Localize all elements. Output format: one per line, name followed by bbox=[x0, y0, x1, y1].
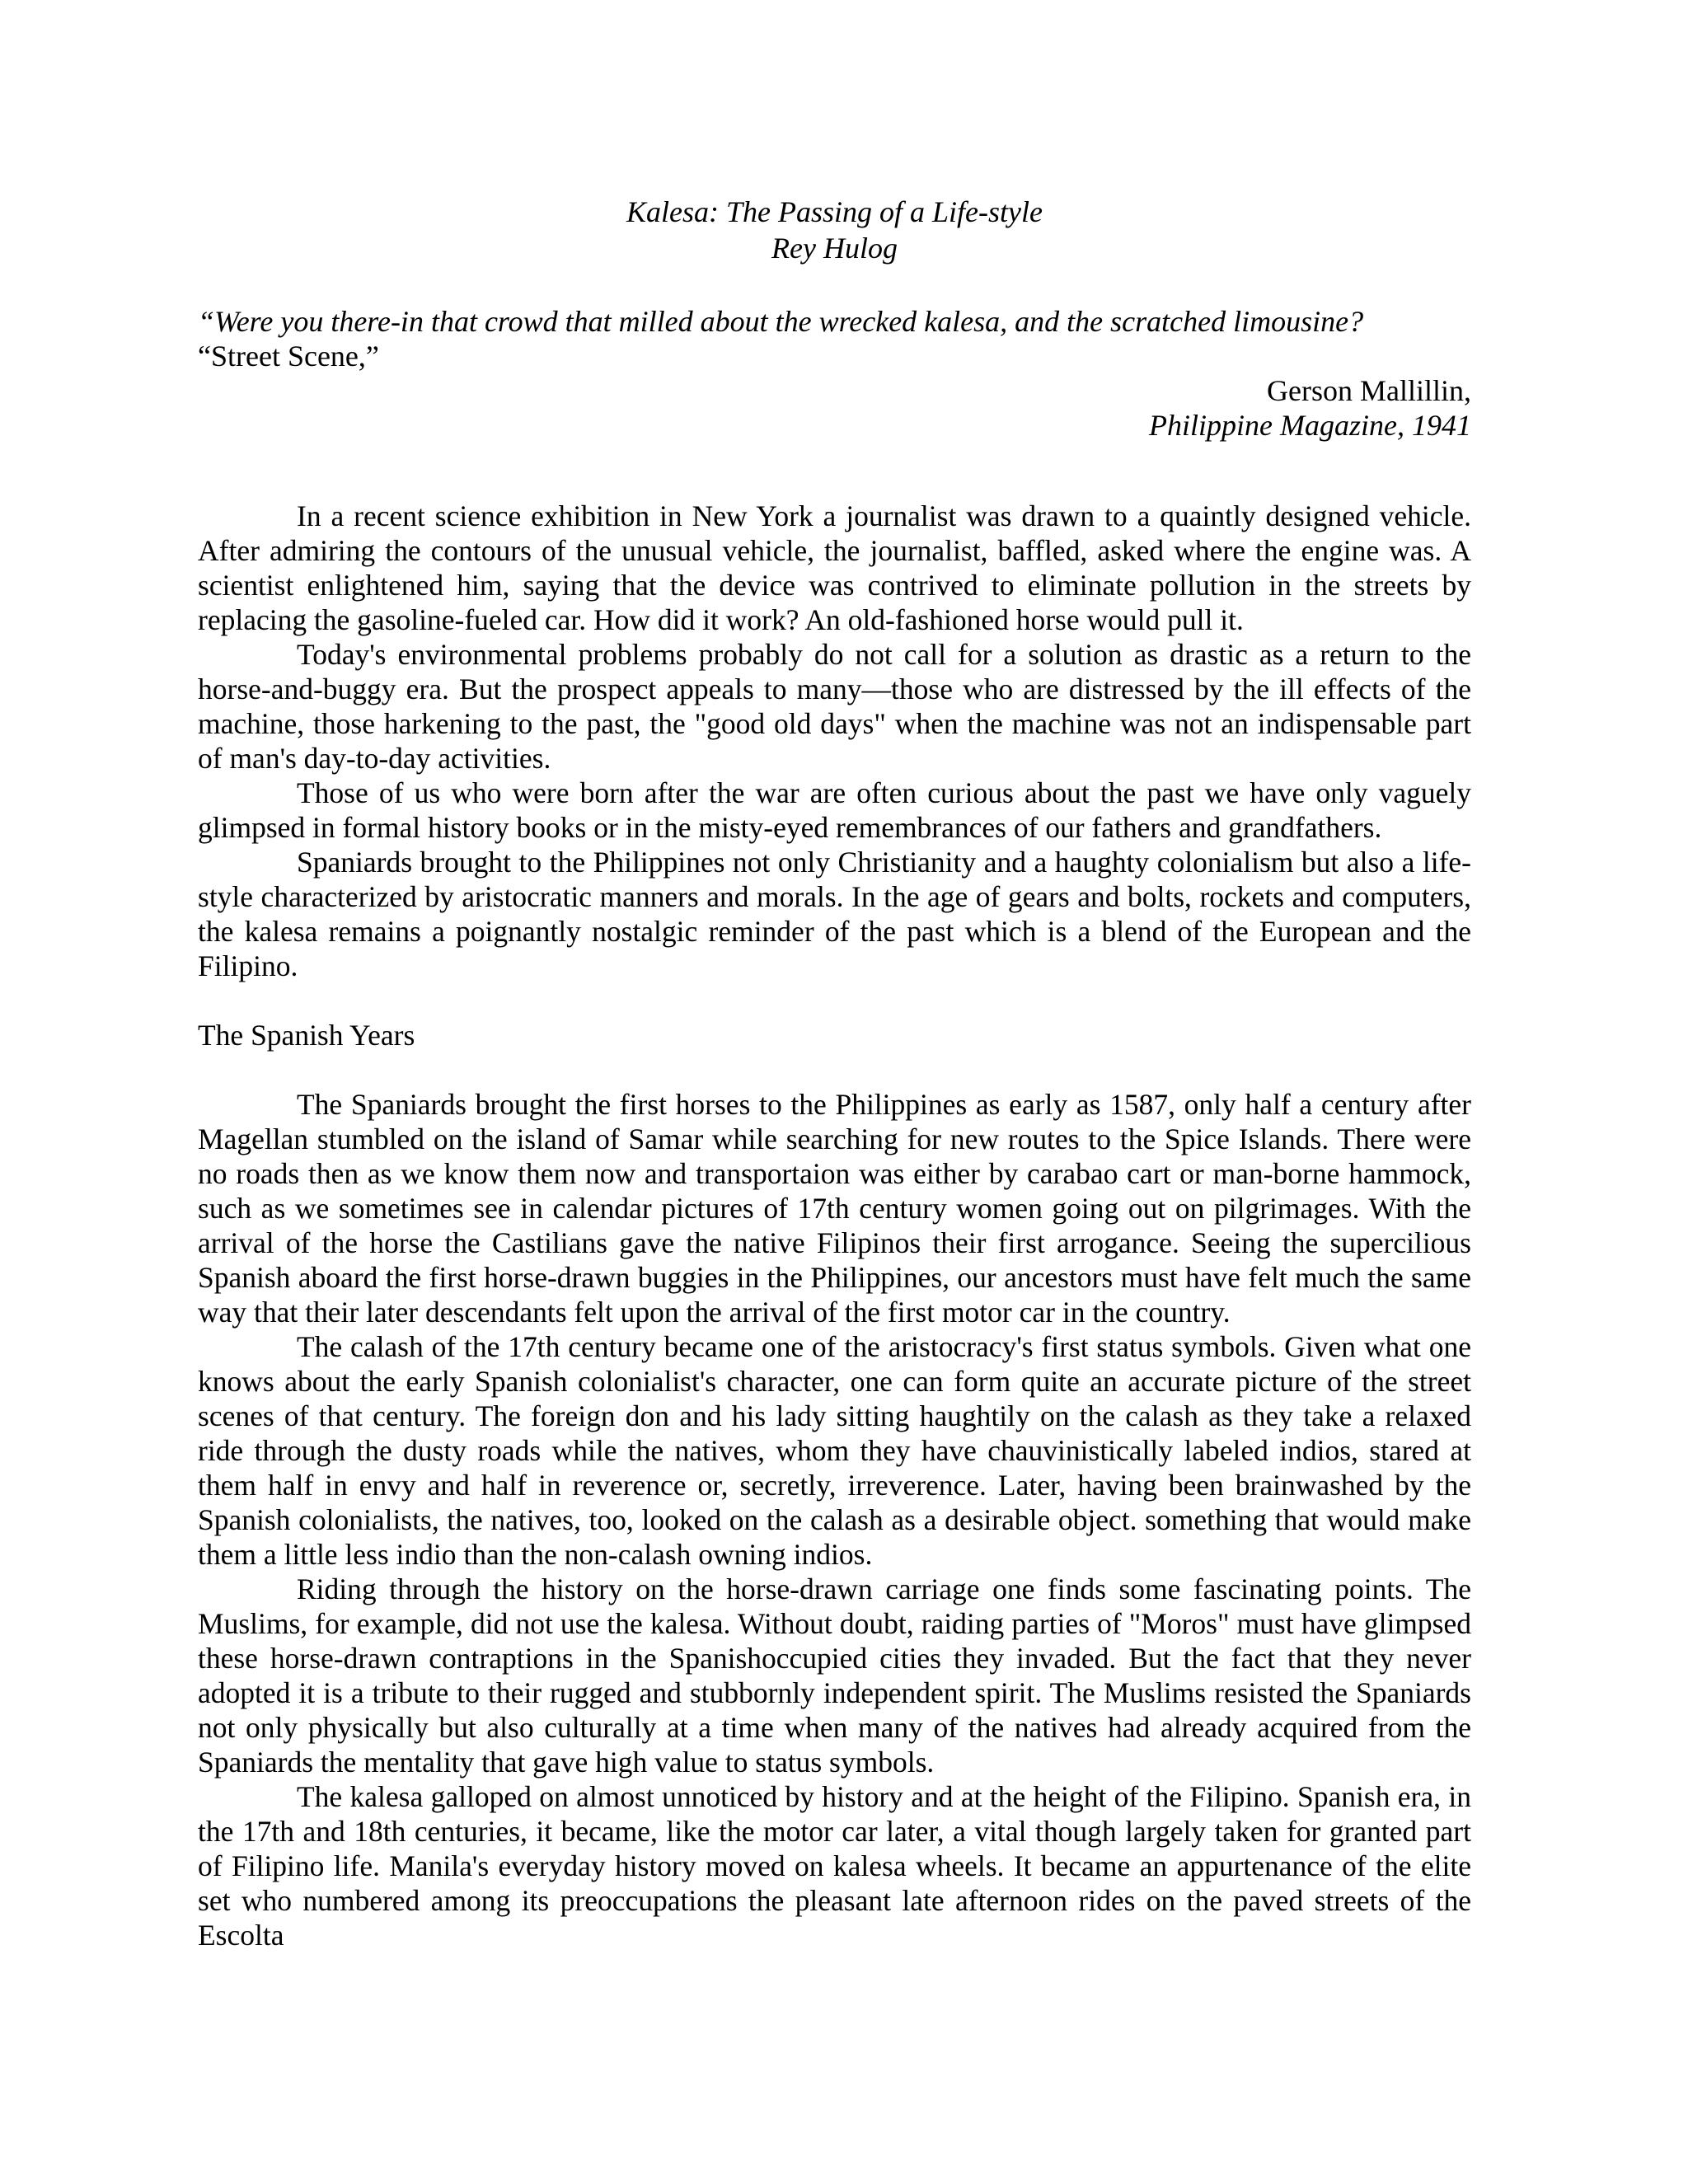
paragraph: Today's environmental problems probably do not call for a solution as drastic as a return to the horse-and-buggy era. But the prospect appeals to many—those who are distressed by the ill effects of the machine, those harkening to the past, the "good old days" when the machine was not an indispensable part of man's day-to-day activities. bbox=[198, 638, 1471, 775]
paragraph: The kalesa galloped on almost unnoticed by history and at the height of the Filipino. Spanish era, in the 17th and 18th centuries, it became, like the motor car later, a vital though largely taken for granted part of Filipino life. Manila's everyday history moved on kalesa wheels. It became an appurtenance of the elite set who numbered among its preoccupations the pleasant late afternoon rides on the paved streets of the Escolta bbox=[198, 1780, 1471, 1952]
paragraph: The calash of the 17th century became one of the aristocracy's first status symbols. Given what one knows about the early Spanish colonialist's character, one can form quite an accurate picture of the street scenes of that century. The foreign don and his lady sitting haughtily on the calash as they take a relaxed ride through the dusty roads while the natives, whom they have chauvinistically labeled indios, stared at them half in envy and half in reverence or, secretly, irreverence. Later, having been brainwashed by the Spanish colonialists, the natives, too, looked on the calash as a desirable object. something that would make them a little less indio than the non-calash owning indios. bbox=[198, 1330, 1471, 1571]
epigraph bbox=[198, 304, 1471, 373]
document-title: Kalesa: The Passing of a Life-style bbox=[626, 195, 1043, 228]
paragraph: Spaniards brought to the Philippines not only Christianity and a haughty colonialism but also a life-style characterized by aristocratic manners and morals. In the age of gears and bolts, rockets and computers, the kalesa remains a poignantly nostalgic reminder of the past which is a blend of the European and the Filipino. bbox=[198, 846, 1471, 982]
title-block bbox=[198, 194, 1471, 266]
epigraph-source: “Street Scene,” bbox=[198, 340, 379, 373]
paragraph: Riding through the history on the horse-drawn carriage one finds some fascinating points. The Muslims, for example, did not use the kalesa. Without doubt, raiding parties of "Moros" must have glimpsed these horse-drawn contraptions in the Spanishoccupied cities they invaded. But the fact that they never adopted it is a tribute to their rugged and stubbornly independent spirit. The Muslims resisted the Spaniards not only physically but also culturally at a time when many of the natives had already acquired from the Spaniards the mentality that gave high value to status symbols. bbox=[198, 1572, 1471, 1779]
document-page bbox=[198, 194, 1471, 1952]
paragraph: In a recent science exhibition in New York a journalist was drawn to a quaintly designed vehicle. After admiring the contours of the unusual vehicle, the journalist, baffled, asked where the engine was. A scientist enlightened him, saying that the device was contrived to eliminate pollution in the streets by replacing the gasoline-fueled car. How did it work? An old-fashioned horse would pull it. bbox=[198, 499, 1471, 636]
epigraph-quote: “Were you there-in that crowd that milled about the wrecked kalesa, and the scratched limousine? bbox=[198, 305, 1364, 338]
paragraph: The Spaniards brought the first horses to the Philippines as early as 1587, only half a century after Magellan stumbled on the island of Samar while searching for new routes to the Spice Islands. There were no roads then as we know them now and transportaion was either by carabao cart or man-borne hammock, such as we sometimes see in calendar pictures of 17th century women going out on pilgrimages. With the arrival of the horse the Castilians gave the native Filipinos their first arrogance. Seeing the supercilious Spanish aboard the first horse-drawn buggies in the Philippines, our ancestors must have felt much the same way that their later descendants felt upon the arrival of the first motor car in the country. bbox=[198, 1088, 1471, 1329]
article-body bbox=[198, 499, 1471, 1952]
section-heading: The Spanish Years bbox=[198, 1019, 415, 1052]
epigraph-attribution bbox=[198, 373, 1471, 443]
document-author: Rey Hulog bbox=[771, 232, 898, 265]
attribution-name: Gerson Mallillin, bbox=[1267, 374, 1471, 407]
paragraph: Those of us who were born after the war are often curious about the past we have only vaguely glimpsed in formal history books or in the misty-eyed remembrances of our fathers and grandfathers. bbox=[198, 776, 1471, 844]
attribution-publication: Philippine Magazine, 1941 bbox=[1149, 409, 1471, 442]
